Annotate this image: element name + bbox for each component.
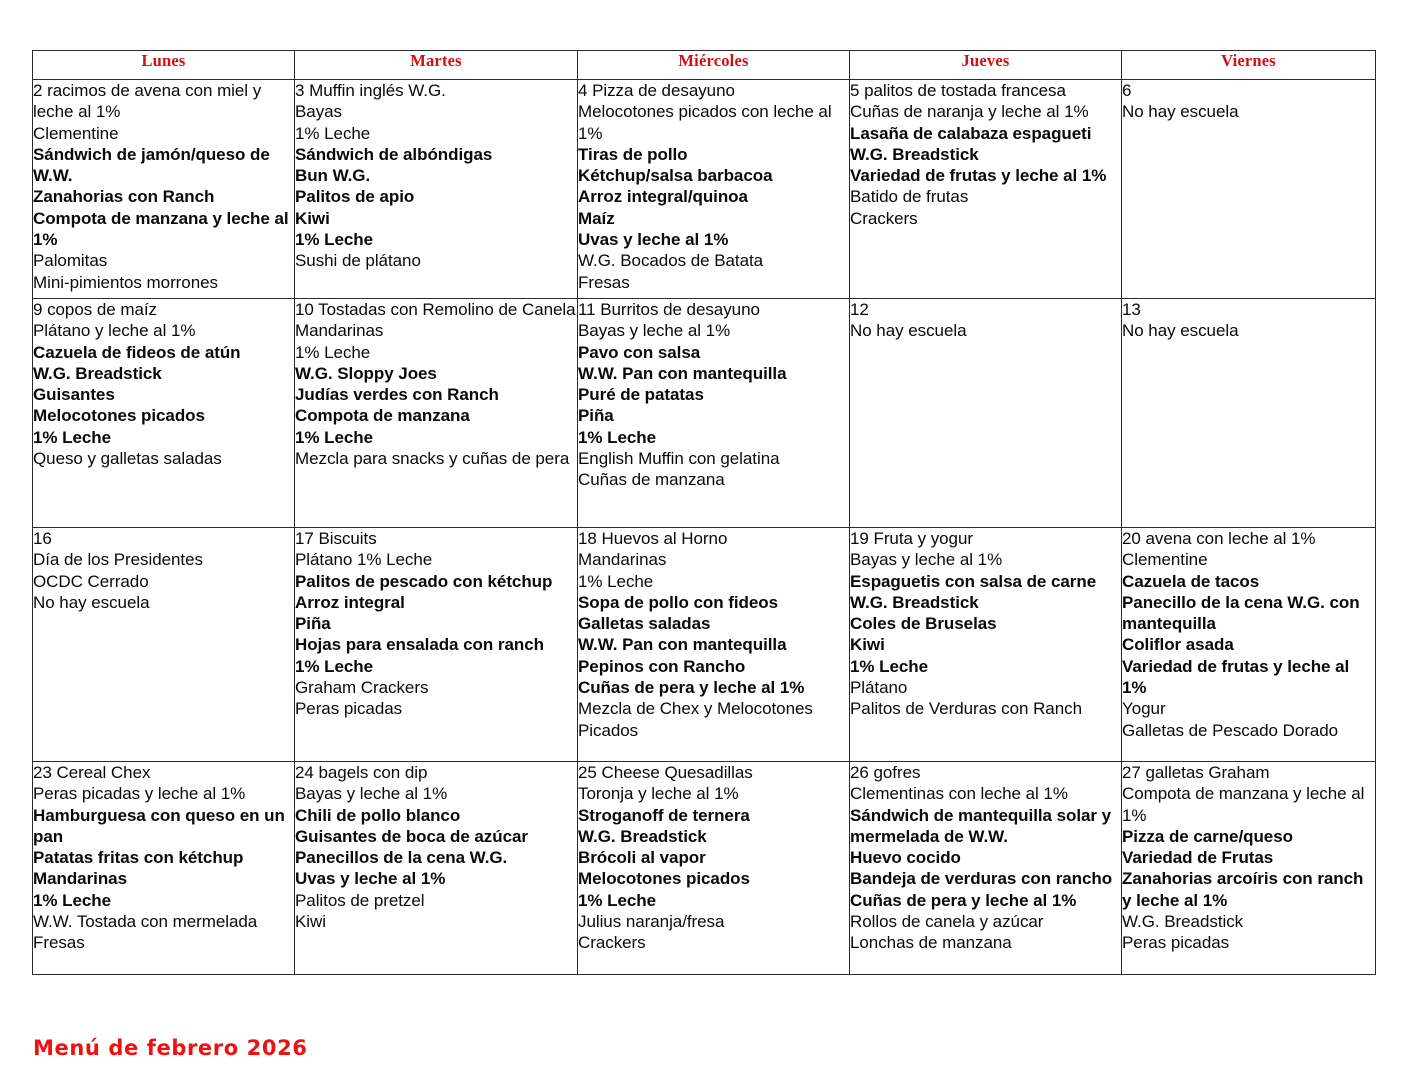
menu-line: Panecillos de la cena W.G. xyxy=(295,848,508,868)
week-row xyxy=(33,528,1376,762)
menu-line: Piña xyxy=(578,406,614,426)
day-cell-23[interactable] xyxy=(33,762,295,975)
menu-line: 16 xyxy=(33,529,52,548)
menu-line: Fresas xyxy=(578,272,630,292)
menu-line: Cuñas de pera y leche al 1% xyxy=(578,678,805,698)
menu-line: Cazuela de tacos xyxy=(1122,571,1260,591)
menu-footer-title: Menú de febrero 2026 xyxy=(33,1036,308,1060)
menu-line: No hay escuela xyxy=(1122,321,1239,341)
menu-line: Arroz integral/quinoa xyxy=(578,187,748,207)
day-cell-3[interactable] xyxy=(295,80,578,299)
menu-line: Palitos de Verduras con Ranch xyxy=(850,699,1082,719)
menu-line: W.G. Bocados de Batata xyxy=(578,251,764,271)
menu-line: Bayas y leche al 1% xyxy=(850,550,1003,570)
menu-line: Sándwich de jamón/queso de W.W. xyxy=(33,144,270,186)
menu-line: 1% Leche xyxy=(578,427,657,447)
menu-line: Yogur xyxy=(1122,699,1166,719)
menu-line: 18 Huevos al Horno xyxy=(578,529,728,548)
menu-line: Maíz xyxy=(578,208,615,228)
menu-line: Cuñas de manzana xyxy=(578,470,725,490)
menu-line: Kétchup/salsa barbacoa xyxy=(578,166,773,186)
menu-line: Peras picadas y leche al 1% xyxy=(33,784,246,804)
menu-line: Patatas fritas con kétchup xyxy=(33,848,244,868)
menu-line: Compota de manzana xyxy=(295,406,470,426)
day-cell-6[interactable] xyxy=(1122,80,1376,299)
day-cell-16[interactable] xyxy=(33,528,295,762)
menu-line: Lonchas de manzana xyxy=(850,933,1012,953)
menu-line: W.W. Pan con mantequilla xyxy=(578,635,787,655)
weekday-header-miercoles: Miércoles xyxy=(578,51,850,80)
menu-line: 9 copos de maíz xyxy=(33,300,157,319)
menu-line: Clementine xyxy=(33,123,119,143)
menu-line: Coliflor asada xyxy=(1122,635,1234,655)
day-cell-4[interactable] xyxy=(578,80,850,299)
menu-line: Palomitas xyxy=(33,251,108,271)
menu-line: Galletas saladas xyxy=(578,614,711,634)
menu-line: Pepinos con Rancho xyxy=(578,656,746,676)
menu-line: Cazuela de fideos de atún xyxy=(33,342,241,362)
menu-line: Cuñas de naranja y leche al 1% xyxy=(850,102,1089,122)
day-cell-26[interactable] xyxy=(850,762,1122,975)
menu-line: Graham Crackers xyxy=(295,678,429,698)
menu-line: W.G. Breadstick xyxy=(33,363,162,383)
menu-line: Peras picadas xyxy=(1122,933,1230,953)
menu-line: Sushi de plátano xyxy=(295,251,421,271)
menu-line: 27 galletas Graham xyxy=(1122,763,1270,782)
menu-line: 12 xyxy=(850,300,869,319)
menu-line: Kiwi xyxy=(295,912,326,932)
menu-line: 1% Leche xyxy=(578,890,657,910)
weekday-header-row xyxy=(33,51,1376,80)
menu-line: Bandeja de verduras con rancho xyxy=(850,869,1113,889)
menu-line: Clementine xyxy=(1122,550,1208,570)
menu-line: W.G. Breadstick xyxy=(1122,912,1244,932)
menu-line: 1% Leche xyxy=(295,427,374,447)
menu-line: 11 Burritos de desayuno xyxy=(578,300,760,319)
menu-line: No hay escuela xyxy=(33,592,150,612)
menu-line: Brócoli al vapor xyxy=(578,848,706,868)
menu-line: Guisantes xyxy=(33,385,115,405)
menu-line: Plátano y leche al 1% xyxy=(33,321,196,341)
day-cell-2[interactable] xyxy=(33,80,295,299)
menu-line: 19 Fruta y yogur xyxy=(850,529,973,548)
day-cell-13[interactable] xyxy=(1122,299,1376,528)
menu-line: Variedad de frutas y leche al 1% xyxy=(1122,656,1350,698)
menu-line: Stroganoff de ternera xyxy=(578,805,750,825)
menu-line: Palitos de pescado con kétchup xyxy=(295,571,553,591)
menu-line: Sándwich de mantequilla solar y mermelada de W.W. xyxy=(850,805,1112,846)
menu-line: Judías verdes con Ranch xyxy=(295,385,499,405)
menu-line: 17 Biscuits xyxy=(295,529,377,548)
menu-line: W.G. Breadstick xyxy=(850,592,979,612)
menu-line: 1% Leche xyxy=(850,656,929,676)
menu-line: Guisantes de boca de azúcar xyxy=(295,826,528,846)
day-cell-24[interactable] xyxy=(295,762,578,975)
menu-line: 1% Leche xyxy=(295,342,371,362)
day-cell-5[interactable] xyxy=(850,80,1122,299)
day-cell-11[interactable] xyxy=(578,299,850,528)
week-row xyxy=(33,80,1376,299)
menu-line: Melocotones picados xyxy=(578,869,750,889)
menu-line: 6 xyxy=(1122,81,1132,100)
menu-line: Bayas xyxy=(295,102,342,122)
menu-line: Kiwi xyxy=(295,208,330,228)
menu-line: Bun W.G. xyxy=(295,166,371,186)
menu-line: Lasaña de calabaza espagueti xyxy=(850,123,1092,143)
menu-line: 20 avena con leche al 1% xyxy=(1122,529,1316,548)
menu-line: Sándwich de albóndigas xyxy=(295,144,493,164)
menu-line: 13 xyxy=(1122,300,1141,319)
menu-line: 23 Cereal Chex xyxy=(33,763,151,782)
table-body xyxy=(33,80,1376,975)
menu-line: English Muffin con gelatina xyxy=(578,449,780,469)
weekday-header-martes: Martes xyxy=(295,51,578,80)
menu-line: Melocotones picados xyxy=(33,406,205,426)
menu-line: Hojas para ensalada con ranch xyxy=(295,635,544,655)
menu-line: Piña xyxy=(295,614,331,634)
menu-line: Fresas xyxy=(33,933,85,953)
day-cell-18[interactable] xyxy=(578,528,850,762)
menu-line: Mandarinas xyxy=(33,869,127,889)
menu-line: 1% Leche xyxy=(578,571,654,591)
menu-line: 2 racimos de avena con miel y leche al 1% xyxy=(33,81,262,122)
menu-line: W.G. Sloppy Joes xyxy=(295,363,437,383)
menu-line: Palitos de apio xyxy=(295,187,415,207)
menu-line: Huevo cocido xyxy=(850,848,961,868)
menu-line: Compota de manzana y leche al 1% xyxy=(33,208,289,250)
week-row xyxy=(33,762,1376,975)
menu-line: Uvas y leche al 1% xyxy=(295,869,446,889)
menu-line: W.G. Breadstick xyxy=(850,144,979,164)
menu-line: Zanahorias con Ranch xyxy=(33,187,215,207)
menu-line: Julius naranja/fresa xyxy=(578,912,725,932)
menu-line: Cuñas de pera y leche al 1% xyxy=(850,890,1077,910)
menu-line: Bayas y leche al 1% xyxy=(295,784,448,804)
menu-line: Arroz integral xyxy=(295,592,405,612)
menu-line: Sopa de pollo con fideos xyxy=(578,592,778,612)
menu-line: Zanahorias arcoíris con ranch y leche al 1% xyxy=(1122,869,1364,910)
menu-line: 25 Cheese Quesadillas xyxy=(578,763,753,782)
menu-line: 1% Leche xyxy=(295,123,371,143)
menu-line: Toronja y leche al 1% xyxy=(578,784,739,804)
day-cell-19[interactable] xyxy=(850,528,1122,762)
menu-line: 1% Leche xyxy=(33,890,112,910)
menu-line: Pavo con salsa xyxy=(578,342,701,362)
menu-line: Espaguetis con salsa de carne xyxy=(850,571,1097,591)
monthly-menu-table xyxy=(32,50,1376,975)
day-cell-17[interactable] xyxy=(295,528,578,762)
week-row xyxy=(33,299,1376,528)
day-cell-9[interactable] xyxy=(33,299,295,528)
weekday-header-viernes: Viernes xyxy=(1122,51,1376,80)
menu-line: Día de los Presidentes xyxy=(33,550,203,570)
menu-line: Variedad de frutas y leche al 1% xyxy=(850,166,1107,186)
day-cell-27[interactable] xyxy=(1122,762,1376,975)
menu-line: 5 palitos de tostada francesa xyxy=(850,81,1066,100)
menu-line: 1% Leche xyxy=(33,427,112,447)
menu-line: Puré de patatas xyxy=(578,385,704,405)
menu-line: W.W. Pan con mantequilla xyxy=(578,363,787,383)
menu-line: Hamburguesa con queso en un pan xyxy=(33,805,285,846)
menu-line: Variedad de Frutas xyxy=(1122,848,1274,868)
menu-line: 10 Tostadas con Remolino de Canela xyxy=(295,300,576,319)
menu-line: No hay escuela xyxy=(1122,102,1239,122)
menu-line: Batido de frutas xyxy=(850,187,969,207)
menu-line: Peras picadas xyxy=(295,699,403,719)
menu-line: Uvas y leche al 1% xyxy=(578,230,729,250)
day-cell-12[interactable] xyxy=(850,299,1122,528)
menu-line: Tiras de pollo xyxy=(578,144,688,164)
menu-line: Kiwi xyxy=(850,635,885,655)
menu-line: Clementinas con leche al 1% xyxy=(850,784,1068,804)
menu-line: Crackers xyxy=(578,933,646,953)
menu-line: Palitos de pretzel xyxy=(295,890,425,910)
menu-line: Coles de Bruselas xyxy=(850,614,997,634)
day-cell-25[interactable] xyxy=(578,762,850,975)
menu-line: No hay escuela xyxy=(850,321,967,341)
menu-line: Queso y galletas saladas xyxy=(33,449,222,469)
menu-line: Crackers xyxy=(850,208,918,228)
menu-line: Chili de pollo blanco xyxy=(295,805,461,825)
menu-line: Pizza de carne/queso xyxy=(1122,826,1293,846)
day-cell-10[interactable] xyxy=(295,299,578,528)
weekday-header-jueves: Jueves xyxy=(850,51,1122,80)
day-cell-20[interactable] xyxy=(1122,528,1376,762)
menu-line: Mezcla para snacks y cuñas de pera xyxy=(295,449,570,469)
weekday-header-lunes: Lunes xyxy=(33,51,295,80)
menu-line: Galletas de Pescado Dorado xyxy=(1122,720,1339,740)
menu-line: 1% Leche xyxy=(295,656,374,676)
menu-line: Bayas y leche al 1% xyxy=(578,321,731,341)
menu-line: Mandarinas xyxy=(295,321,384,341)
menu-line: Panecillo de la cena W.G. con mantequilla xyxy=(1122,592,1360,634)
menu-line: Rollos de canela y azúcar xyxy=(850,912,1044,932)
menu-line: Plátano xyxy=(850,678,908,698)
menu-line: Compota de manzana y leche al 1% xyxy=(1122,784,1365,825)
menu-line: 24 bagels con dip xyxy=(295,763,428,782)
menu-line: Mezcla de Chex y Melocotones Picados xyxy=(578,699,813,740)
menu-line: 26 gofres xyxy=(850,763,921,782)
menu-line: OCDC Cerrado xyxy=(33,571,149,591)
menu-line: W.G. Breadstick xyxy=(578,826,707,846)
menu-line: 1% Leche xyxy=(295,230,374,250)
table-header xyxy=(33,51,1376,80)
menu-line: W.W. Tostada con mermelada xyxy=(33,912,258,932)
menu-line: 3 Muffin inglés W.G. xyxy=(295,81,446,100)
menu-line: Plátano 1% Leche xyxy=(295,550,433,570)
menu-line: Mandarinas xyxy=(578,550,667,570)
menu-line: Mini-pimientos morrones xyxy=(33,272,218,292)
menu-line: Melocotones picados con leche al 1% xyxy=(578,102,832,143)
menu-line: 4 Pizza de desayuno xyxy=(578,81,735,100)
